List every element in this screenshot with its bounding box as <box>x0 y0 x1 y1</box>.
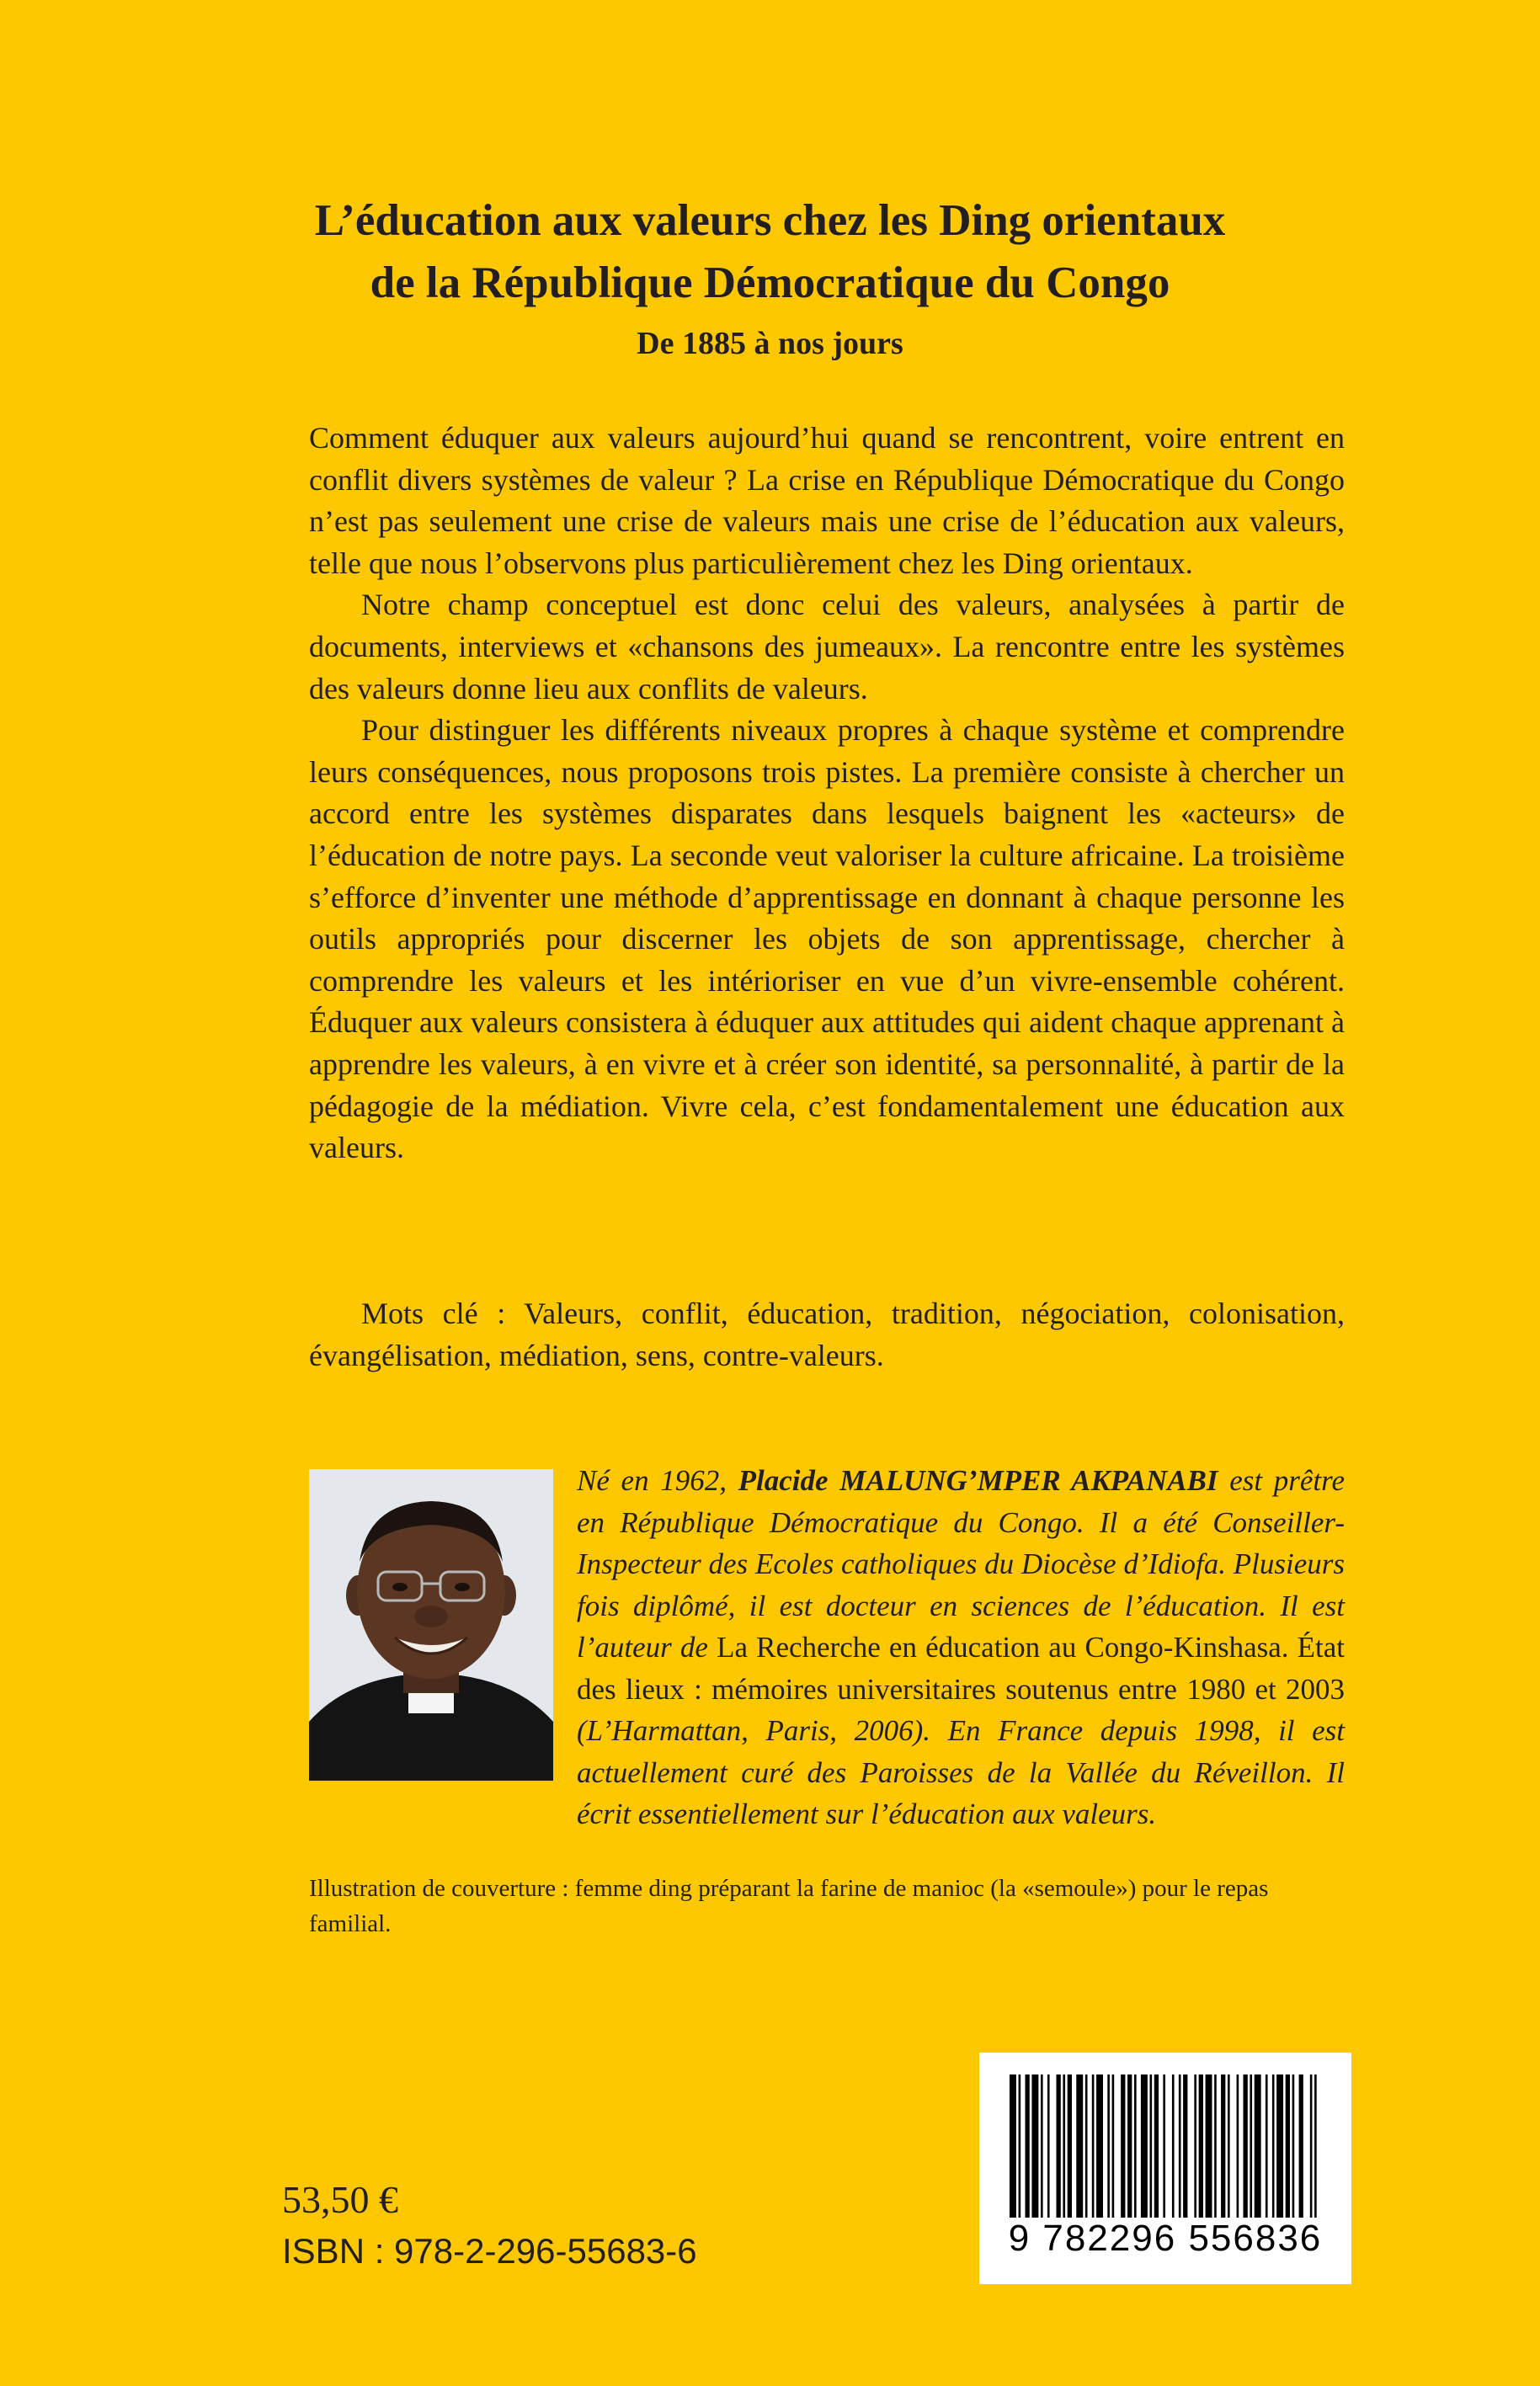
photo-spacer <box>309 1460 577 1797</box>
barcode-bar <box>1214 2074 1217 2218</box>
barcode-bar <box>1255 2074 1261 2218</box>
barcode-bar <box>1010 2074 1016 2218</box>
bio-text-1: est prêtre en République Démocratique du Congo. Il a été Conseiller-Inspecteur des Ecoles catholiques du Diocèse d’Idiofa. Plusieurs fois diplômé, il est docteur en sciences de l’éducation. Il est l’auteur de <box>577 1464 1345 1664</box>
barcode-bar <box>1047 2074 1050 2218</box>
barcode-bar <box>1276 2074 1283 2218</box>
barcode-bar <box>1163 2074 1165 2218</box>
barcode-bar <box>1286 2074 1290 2218</box>
barcode-bar <box>1228 2074 1230 2218</box>
price: 53,50 € <box>282 2178 398 2221</box>
barcode-bar <box>1310 2074 1313 2218</box>
barcode-bar <box>1026 2074 1030 2218</box>
summary-paragraph-1: Comment éduquer aux valeurs aujourd’hui quand se rencontrent, voire entrent en conflit divers systèmes de valeur ? La crise en République Démocratique du Congo n’est pas seulement une crise de valeurs mais une crise de l’éducation aux valeurs, telle que nous l’observons plus particulièrement chez les Ding orientaux. <box>309 421 1345 580</box>
title-line-1: L’éducation aux valeurs chez les Ding orientaux <box>314 196 1226 245</box>
barcode-bar <box>1085 2074 1088 2218</box>
barcode-bar <box>1107 2074 1110 2218</box>
barcode-bar <box>1221 2074 1225 2218</box>
barcode-bar <box>1272 2074 1275 2218</box>
barcode-bar <box>1092 2074 1095 2218</box>
bio-publisher: (L’Harmattan, Paris, 2006). <box>577 1714 931 1747</box>
barcode <box>979 2053 1351 2284</box>
barcode-bar <box>1206 2074 1212 2218</box>
barcode-bar <box>1183 2074 1187 2218</box>
barcode-bar <box>1063 2074 1065 2218</box>
barcode-bar <box>1172 2074 1175 2218</box>
barcode-bar <box>1096 2074 1103 2218</box>
barcode-bar <box>1127 2074 1132 2218</box>
illustration-credit: Illustration de couverture : femme ding préparant la farine de manioc (la «semoule») pour le repas familial. <box>309 1875 1269 1937</box>
barcode-bar <box>1250 2074 1252 2218</box>
barcode-bar <box>1154 2074 1159 2218</box>
barcode-bar <box>1266 2074 1268 2218</box>
barcode-bar <box>1112 2074 1115 2218</box>
author-name: Placide MALUNG’MPER AKPANABI <box>738 1464 1218 1497</box>
barcode-bar <box>1237 2074 1239 2218</box>
subtitle: De 1885 à nos jours <box>637 326 903 361</box>
barcode-bar <box>1019 2074 1021 2218</box>
keywords: Mots clé : Valeurs, conflit, éducation, tradition, négociation, colonisation, évangélisation, médiation, sens, contre-valeurs. <box>309 1297 1345 1372</box>
title-block <box>0 189 1540 366</box>
barcode-number: 9 782296 556836 <box>1008 2218 1323 2259</box>
barcode-bar <box>1199 2074 1203 2218</box>
barcode-bar <box>1041 2074 1043 2218</box>
barcode-bar <box>1314 2074 1317 2218</box>
barcode-bar <box>1031 2074 1038 2218</box>
bio-text-2: En France depuis 1998, il est actuellement curé des Paroisses de la Vallée du Réveillon. Il écrit essentiellement sur l’éducation aux valeurs. <box>577 1714 1345 1830</box>
barcode-bars <box>1010 2074 1321 2218</box>
isbn: ISBN : 978-2-296-55683-6 <box>282 2231 697 2271</box>
bio-book-title: La Recherche en éducation au Congo-Kinshasa. État des lieux : mémoires universitaires soutenus entre 1980 et 2003 <box>577 1631 1346 1706</box>
barcode-bar <box>1121 2074 1125 2218</box>
barcode-bar <box>1068 2074 1072 2218</box>
barcode-bar <box>1292 2074 1295 2218</box>
barcode-bar <box>1141 2074 1148 2218</box>
bio-born: Né en 1962, <box>577 1464 727 1497</box>
author-bio <box>309 1460 1345 1835</box>
summary-text <box>309 418 1345 1169</box>
summary-paragraph-2: Notre champ conceptuel est donc celui des valeurs, analysées à partir de documents, interviews et «chansons des jumeaux». La rencontre entre les systèmes des valeurs donne lieu aux conflits de valeurs. <box>309 588 1345 706</box>
barcode-bar <box>1076 2074 1083 2218</box>
summary-paragraph-3: Pour distinguer les différents niveaux propres à chaque système et comprendre leurs conséquences, nous proposons trois pistes. La première consiste à chercher un accord entre les systèmes disparates dans lesquels baignent les «acteurs» de l’éducation de notre pays. La seconde veut valoriser la culture africaine. La troisième s’efforce d’inventer une méthode d’apprentissage en donnant à chaque personne les outils appropriés pour discerner les objets de son apprentissage, chercher à comprendre les valeurs et les intérioriser en vue d’un vivre-ensemble cohérent. Éduquer aux valeurs consistera à éduquer aux attitudes qui aident chaque apprenant à apprendre les valeurs, à en vivre et à créer son identité, sa personnalité, à partir de la pédagogie de la médiation. Vivre cela, c’est fondamentalement une éducation aux valeurs. <box>309 713 1345 1165</box>
barcode-bar <box>1244 2074 1248 2218</box>
barcode-bar <box>1179 2074 1181 2218</box>
barcode-bar <box>1194 2074 1196 2218</box>
title-line-2: de la République Démocratique du Congo <box>370 258 1170 307</box>
barcode-bar <box>1134 2074 1137 2218</box>
barcode-bar <box>1299 2074 1303 2218</box>
barcode-bar <box>1150 2074 1153 2218</box>
barcode-bar <box>1057 2074 1061 2218</box>
